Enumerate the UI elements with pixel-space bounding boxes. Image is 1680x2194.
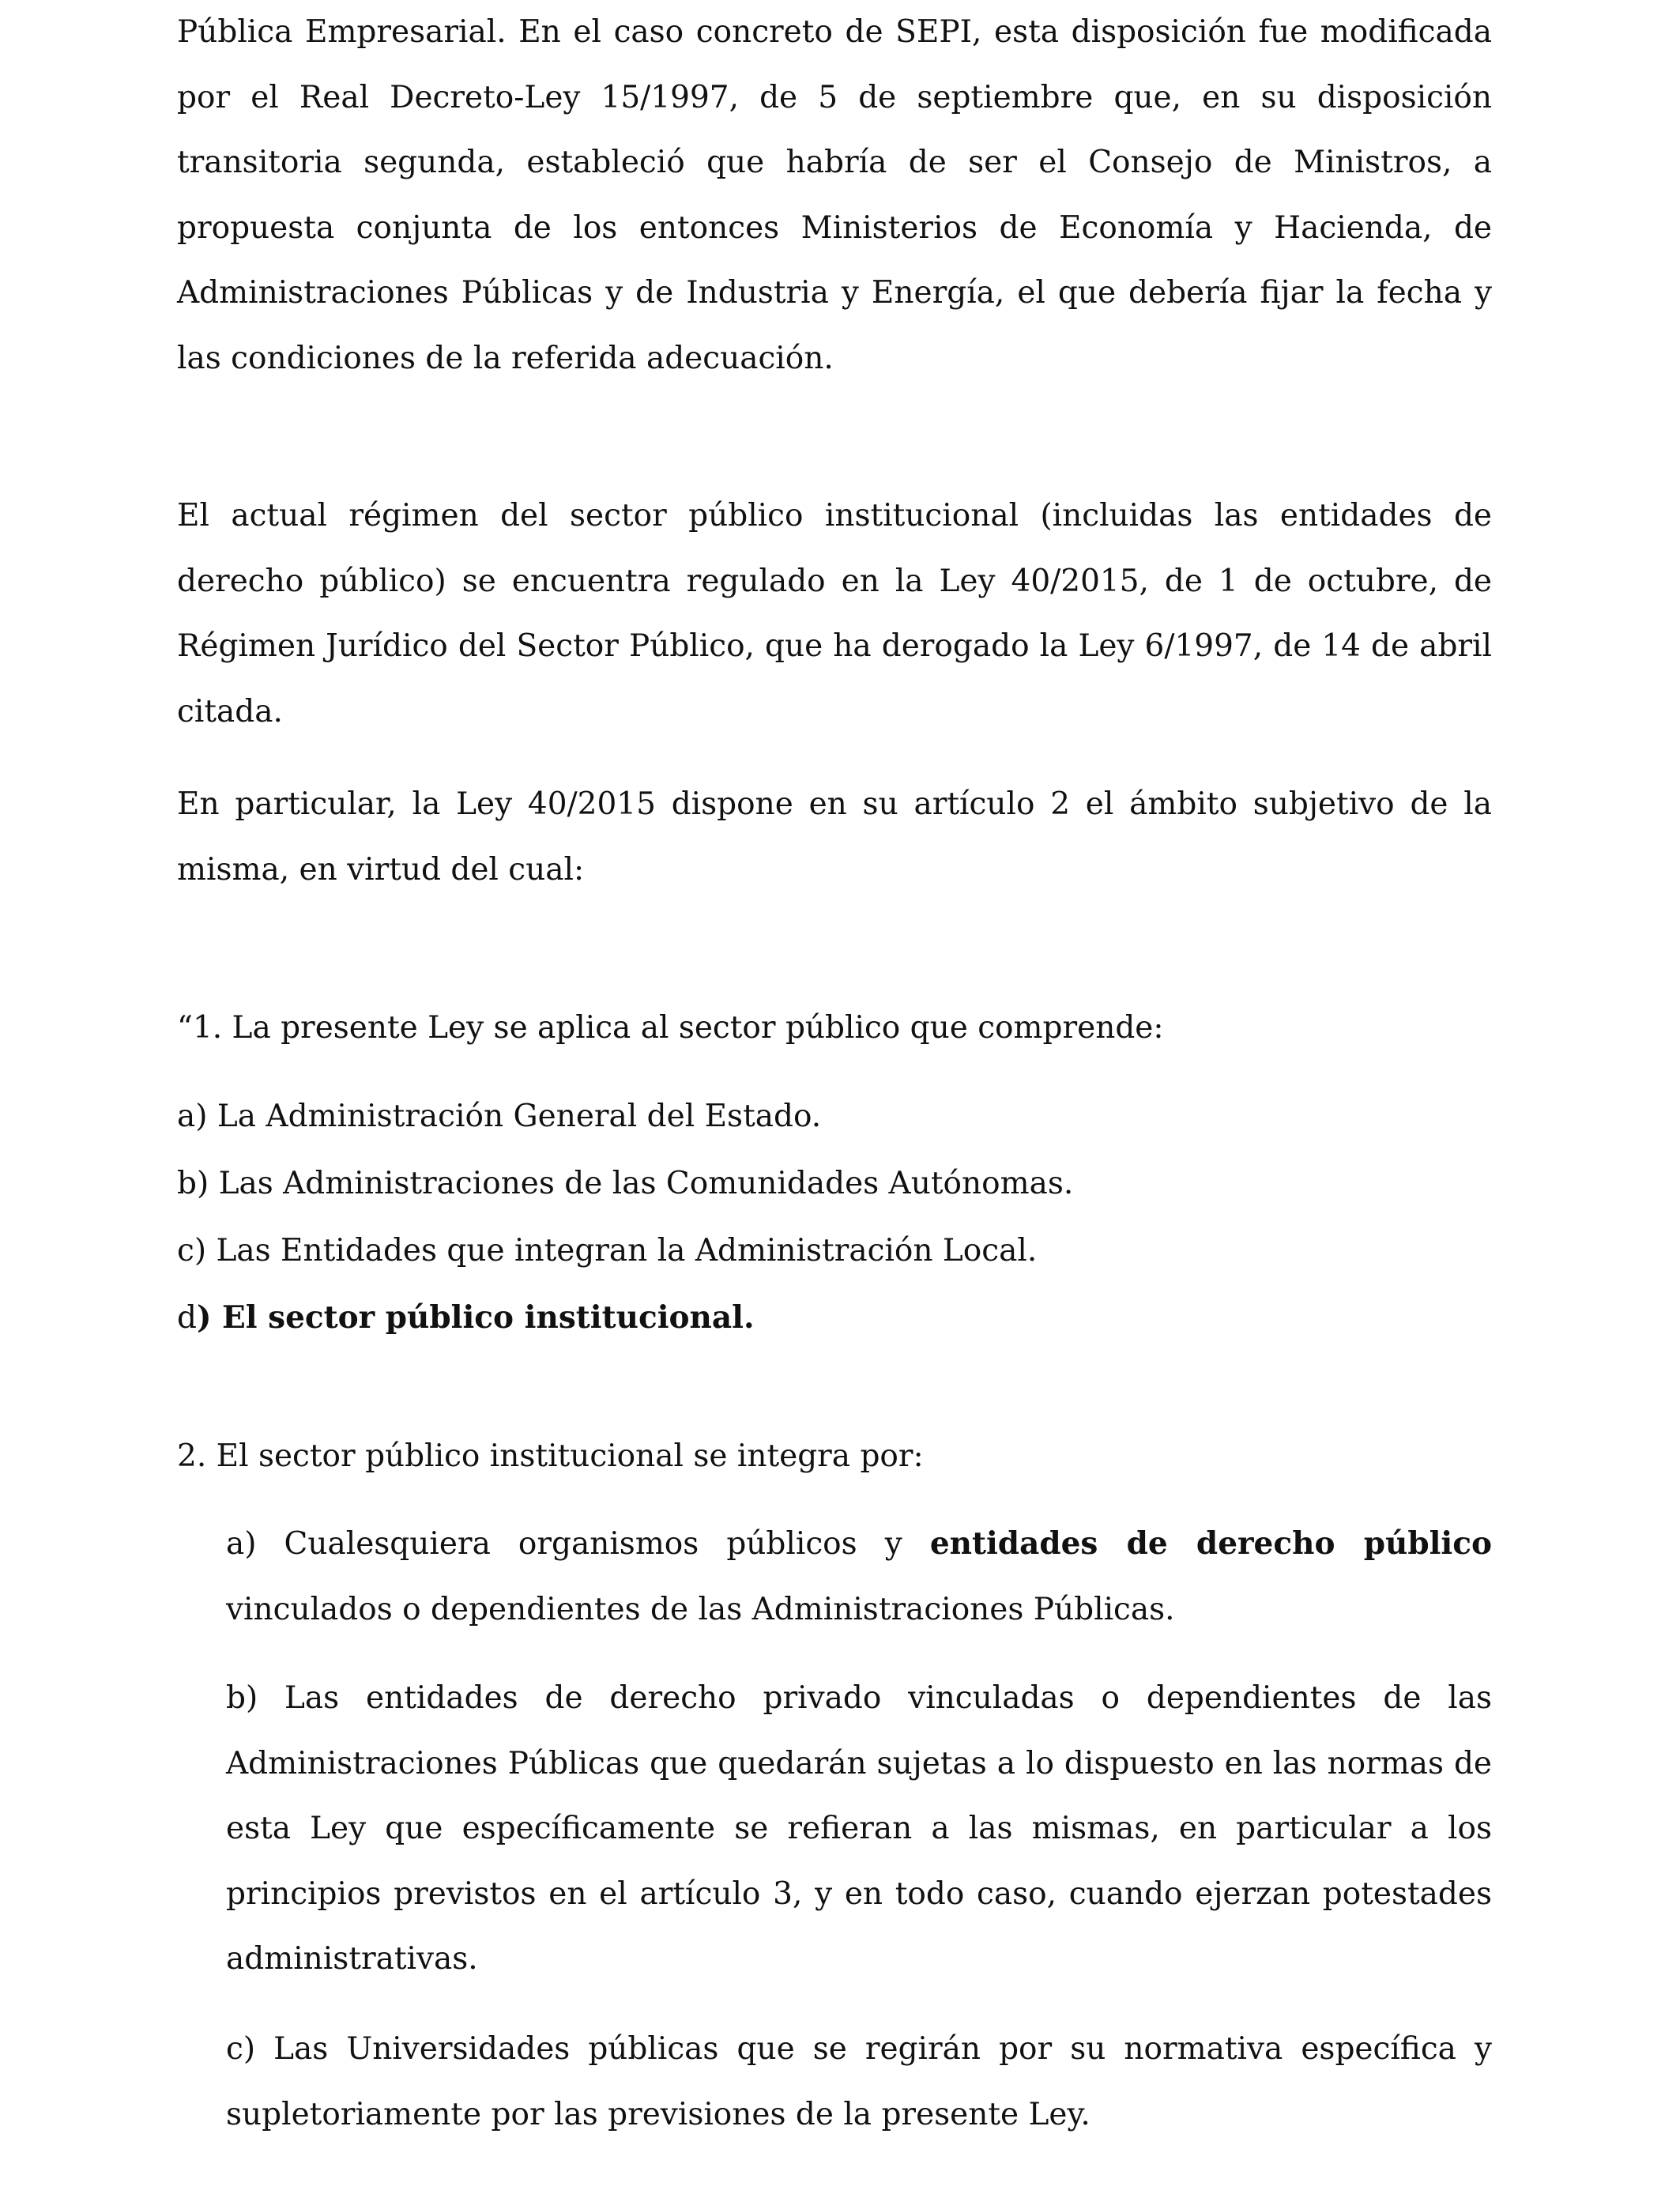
paragraph-sepi-adecuacion: Pública Empresarial. En el caso concreto de SEPI, esta disposición fue modificada por el Real Decreto-Ley 15/1997, de 5 de septiembre que, en su disposición transitoria segunda, estableció que habría de ser el Consejo de Ministros, a propuesta conjunta de los entonces Ministerios de Economía y Hacienda, de Administraciones Públicas y de Industria y Energía, el que debería fijar la fecha y las condiciones de la referida adecuación. bbox=[177, 14, 1492, 376]
sub-item-c: c) Las Universidades públicas que se regirán por su normativa específica y supletoriamente por las previsiones de la presente Ley. bbox=[226, 2031, 1492, 2132]
list-item-d bbox=[177, 1284, 755, 1351]
list-item-d-bold: ) El sector público institucional. bbox=[196, 1299, 755, 1336]
paragraph-regimen-sector-publico: El actual régimen del sector público institucional (incluidas las entidades de derecho público) se encuentra regulado en la Ley 40/2015, de 1 de octubre, de Régimen Jurídico del Sector Público, que ha derogado la Ley 6/1997, de 14 de abril citada. bbox=[177, 498, 1492, 729]
section-2-intro: 2. El sector público institucional se integra por: bbox=[177, 1438, 924, 1474]
paragraph-ambito-subjetivo: En particular, la Ley 40/2015 dispone en su artículo 2 el ámbito subjetivo de la misma, en virtud del cual: bbox=[177, 786, 1492, 888]
sub-item-b: b) Las entidades de derecho privado vinculadas o dependientes de las Administraciones Públicas que quedarán sujetas a lo dispuesto en las normas de esta Ley que específicamente se refieran a las mismas, en particular a los principios previstos en el artículo 3, y en todo caso, cuando ejerzan potestades administrativas. bbox=[226, 1680, 1492, 1977]
sub-item-a-text-2: vinculados o dependientes de las Administraciones Públicas. bbox=[226, 1591, 1175, 1627]
list-item-d-prefix: d bbox=[177, 1300, 197, 1336]
list-item-c: c) Las Entidades que integran la Administración Local. bbox=[177, 1233, 1038, 1269]
list-item-b: b) Las Administraciones de las Comunidades Autónomas. bbox=[177, 1166, 1074, 1201]
sub-item-a-bold: entidades de derecho público bbox=[929, 1525, 1493, 1562]
sub-item-a-text-1: a) Cualesquiera organismos públicos y bbox=[226, 1526, 930, 1562]
quote-intro: “1. La presente Ley se aplica al sector público que comprende: bbox=[177, 1010, 1164, 1046]
list-item-a: a) La Administración General del Estado. bbox=[177, 1099, 822, 1134]
sub-item-a bbox=[226, 1511, 1492, 1642]
